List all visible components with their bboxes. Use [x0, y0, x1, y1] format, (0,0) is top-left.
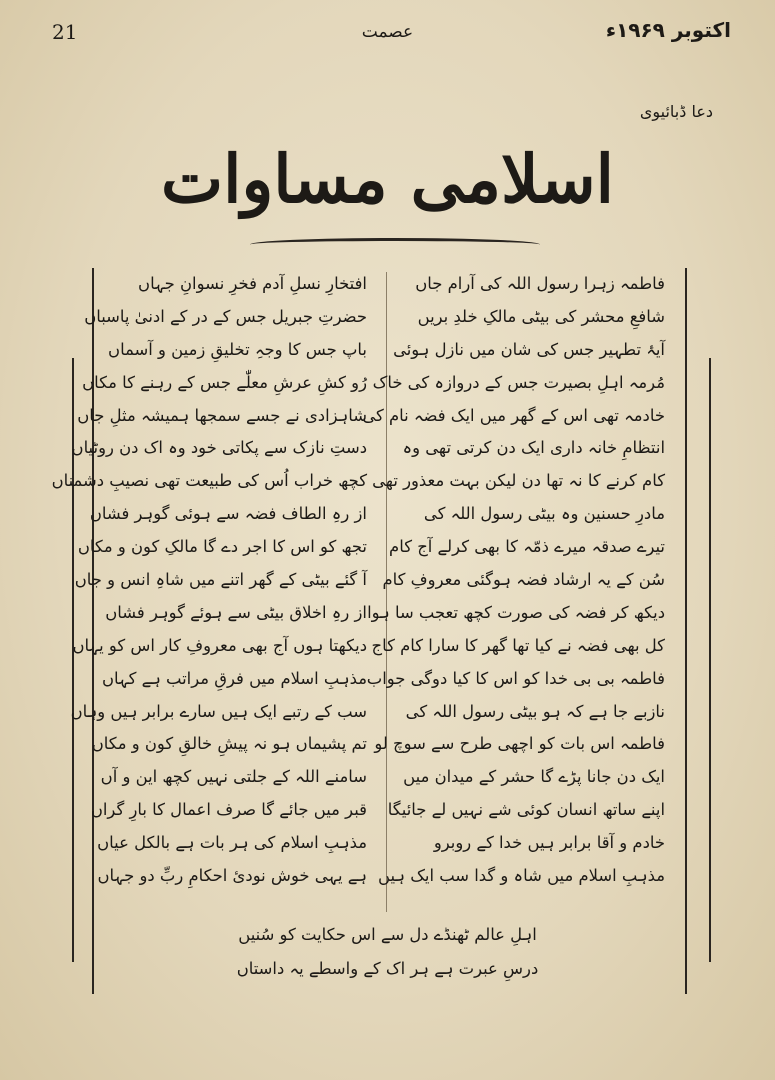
closing-couplet	[0, 918, 775, 986]
verse-line: آیۂ تطہیر جس کی شان میں نازل ہوئی	[393, 339, 665, 359]
verse-line: خادم و آقا برابر ہیں خدا کے روبرو	[433, 833, 665, 853]
closing-line: درسِ عبرت ہے ہر اک کے واسطے یہ داستاں	[236, 959, 539, 978]
verse-line: فاطمہ اس بات کو اچھی طرح سے سوچ لو	[374, 734, 665, 754]
page-number: 21	[52, 20, 78, 44]
verse-line: مذہبِ اسلام کی ہر بات ہے بالکل عیاں	[97, 833, 367, 853]
issue-date: اکتوبر ۱۹۶۹ء	[605, 18, 731, 42]
verse-line: مادرِ حسنین وہ بیٹی رسول اللہ کی	[423, 504, 665, 524]
verse-line: خادمہ تھی اس کے گھر میں ایک فضہ نام کی	[362, 405, 665, 425]
verse-line: کل بھی فضہ نے کیا تھا گھر کا سارا کام کاج	[371, 635, 665, 655]
verse-line: آ گئے بیٹی کے گھر اتنے میں شاہِ انس و جاں	[74, 570, 367, 590]
verse-line: تم پشیماں ہو نہ پیشِ خالقِ کون و مکاں	[91, 734, 367, 754]
verse-line: از رہِ اخلاق بیٹی سے ہوئے گوہر فشاں	[105, 602, 367, 622]
verse-line: سب کے رتبے ایک ہیں سارے برابر ہیں وہاں	[70, 701, 367, 721]
verse-line: دستِ نازک سے پکاتی خود وہ اک دن روٹیاں	[71, 438, 367, 458]
verse-line: کچھ خراب اُس کی طبیعت تھی نصیبِ دشمناں	[51, 471, 367, 491]
verse-line: تیرے صدقہ میرے ذمّہ کا بھی کرلے آج کام	[389, 537, 665, 557]
verse-line: فاطمہ زہرا رسول اللہ کی آرام جاں	[415, 274, 665, 293]
poem-title: اسلامی مساوات	[160, 140, 615, 218]
magazine-name: عصمت	[361, 22, 414, 42]
verse-line: سامنے اللہ کے جلتی نہیں کچھ این و آں	[100, 767, 367, 787]
poem-right-column	[362, 268, 665, 893]
verse-line: ہے یہی خوش نودیٔ احکامِ ربِّ دو جہاں	[97, 866, 367, 886]
verse-line: سُن کے یہ ارشاد فضہ ہوگئی معروفِ کام	[382, 570, 665, 590]
verse-line: کام کرنے کا نہ تھا دن لیکن بہت معذور تھی	[372, 471, 665, 491]
verse-line: مُرمہ اہلِ بصیرت جس کے دروازہ کی خاک	[372, 372, 665, 392]
title-underline	[250, 238, 540, 251]
verse-line: مذہبِ اسلام میں شاہ و گدا سب ایک ہیں	[377, 866, 665, 886]
verse-line: شافعِ محشر کی بیٹی مالکِ خلدِ بریں	[417, 306, 665, 326]
verse-line: افتخارِ نسلِ آدم فخرِ نسوانِ جہاں	[138, 274, 367, 293]
verse-line: انتظامِ خانہ داری ایک دن کرتی تھی وہ	[402, 438, 665, 458]
verse-line: شاہزادی نے جسے سمجھا ہمیشہ مثلِ جاں	[77, 405, 367, 425]
verse-line: تجھ کو اس کا اجر دے گا مالکِ کون و مکاں	[77, 537, 367, 557]
poem-author: دعا ڈبائیوی	[639, 102, 713, 121]
verse-line: رُو کشِ عرشِ معلّٰے جس کے رہنے کا مکاں	[82, 372, 367, 392]
verse-line: نازبے جا ہے کہ ہو بیٹی رسول اللہ کی	[405, 701, 665, 721]
verse-line: ایک دن جانا پڑے گا حشر کے میدان میں	[403, 767, 665, 787]
verse-line: مذہبِ اسلام میں فرقِ مراتب ہے کہاں	[101, 668, 367, 688]
verse-line: حضرتِ جبریل جس کے در کے ادنیٰ پاسباں	[84, 306, 367, 326]
verse-line: از رہِ الطاف فضہ سے ہوئی گوہر فشاں	[89, 504, 367, 524]
verse-line: اپنے ساتھ انسان کوئی شے نہیں لے جائیگا	[387, 800, 665, 820]
verse-line: باپ جس کا وجہِ تخلیقِ زمین و آسماں	[108, 339, 367, 359]
page-header	[40, 14, 735, 54]
verse-line: دیکھتا ہوں آج بھی معروفِ کار اس کو یہاں	[72, 635, 367, 655]
poem-left-column	[51, 268, 367, 893]
closing-line: اہلِ عالم ٹھنڈے دل سے اس حکایت کو سُنیں	[238, 925, 537, 944]
verse-line: قبر میں جائے گا صرف اعمال کا بارِ گراں	[90, 800, 367, 820]
verse-line: دیکھ کر فضہ کی صورت کچھ تعجب سا ہوا	[367, 602, 665, 622]
verse-line: فاطمہ بی بی خدا کو اس کا کیا دوگی جواب	[366, 668, 665, 688]
